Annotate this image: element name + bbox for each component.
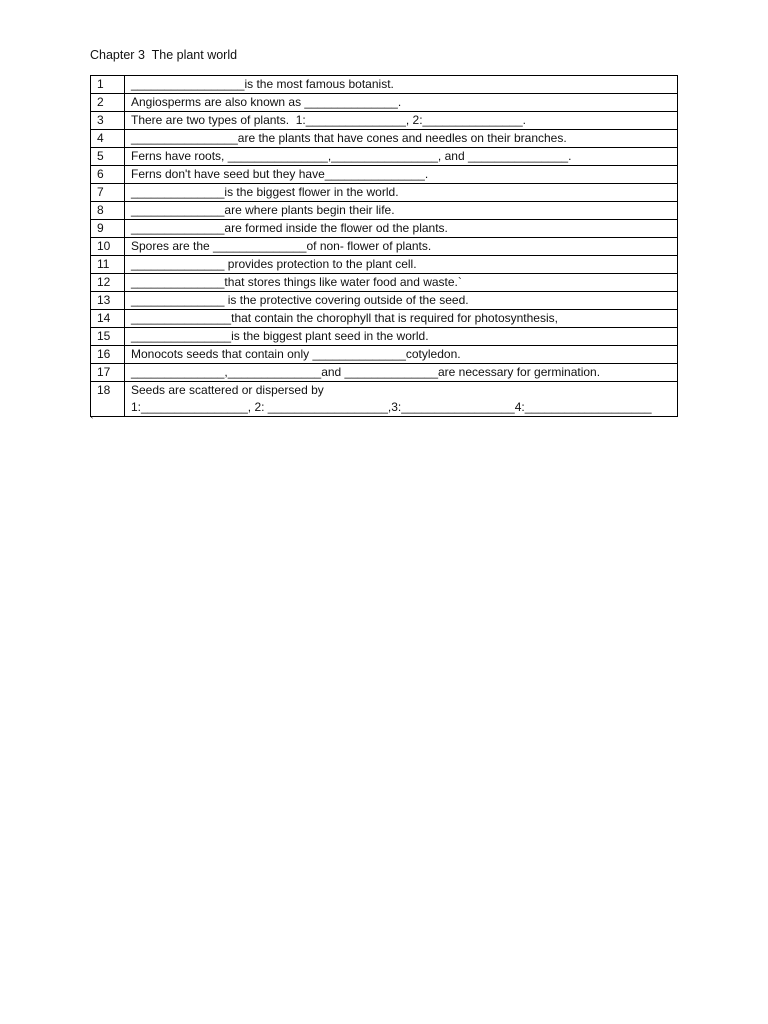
question-number: 10 [91,238,125,256]
table-row [91,346,678,364]
question-text: Seeds are scattered or dispersed by 1:________________, 2: __________________,3:_________________4:___________________ [125,382,678,417]
question-text: Angiosperms are also known as ______________. [125,94,678,112]
table-row [91,166,678,184]
question-text: ______________are where plants begin their life. [125,202,678,220]
question-text: Spores are the ______________of non- flower of plants. [125,238,678,256]
question-number: 18 [91,382,125,417]
question-text: _______________that contain the chorophyll that is required for photosynthesis, [125,310,678,328]
question-number: 6 [91,166,125,184]
question-text: ______________,______________and ______________are necessary for germination. [125,364,678,382]
document-title: Chapter 3 The plant world [90,48,238,62]
question-number: 13 [91,292,125,310]
question-number: 3 [91,112,125,130]
question-number: 14 [91,310,125,328]
table-row [91,274,678,292]
table-row [91,238,678,256]
table-row [91,328,678,346]
question-number: 1 [91,76,125,94]
table-row [91,184,678,202]
table-row [91,382,678,417]
question-text: ______________ provides protection to the plant cell. [125,256,678,274]
table-row [91,94,678,112]
question-number: 4 [91,130,125,148]
question-table [90,75,678,417]
question-number: 8 [91,202,125,220]
table-row [91,292,678,310]
question-text: _______________is the biggest plant seed in the world. [125,328,678,346]
question-number: 17 [91,364,125,382]
question-number: 7 [91,184,125,202]
question-number: 9 [91,220,125,238]
table-row [91,148,678,166]
stray-backtick-mark: ` [90,416,94,428]
question-number: 15 [91,328,125,346]
question-text: There are two types of plants. 1:_______________, 2:_______________. [125,112,678,130]
question-text: Monocots seeds that contain only ______________cotyledon. [125,346,678,364]
question-text: ______________ is the protective covering outside of the seed. [125,292,678,310]
question-text: ______________are formed inside the flower od the plants. [125,220,678,238]
question-text: Ferns don't have seed but they have_______________. [125,166,678,184]
table-row [91,76,678,94]
table-row [91,310,678,328]
question-number: 2 [91,94,125,112]
table-row [91,202,678,220]
question-text: Ferns have roots, _______________,________________, and _______________. [125,148,678,166]
table-row [91,130,678,148]
question-number: 12 [91,274,125,292]
question-text: ______________is the biggest flower in the world. [125,184,678,202]
table-row [91,220,678,238]
table-row [91,112,678,130]
question-number: 11 [91,256,125,274]
table-row [91,256,678,274]
question-text: ______________that stores things like water food and waste.` [125,274,678,292]
question-text: _________________is the most famous botanist. [125,76,678,94]
question-number: 5 [91,148,125,166]
question-number: 16 [91,346,125,364]
table-row [91,364,678,382]
question-text: ________________are the plants that have cones and needles on their branches. [125,130,678,148]
